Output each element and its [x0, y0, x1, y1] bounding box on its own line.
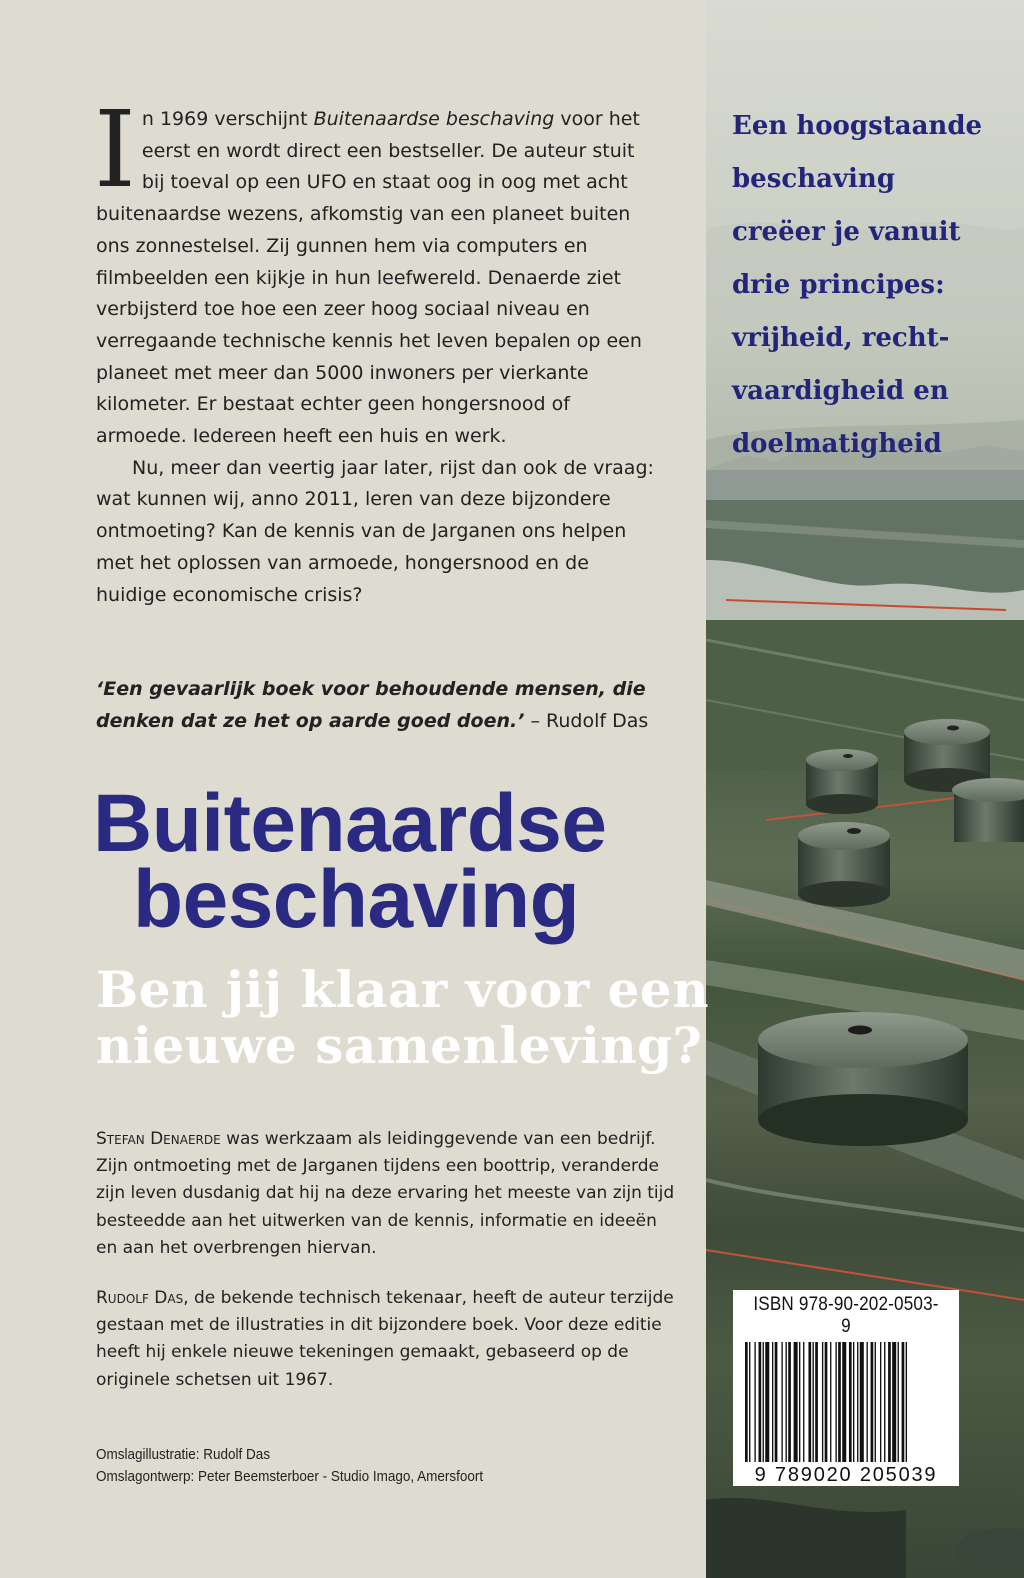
- barcode-bar: [803, 1342, 804, 1462]
- credit-design: Omslagontwerp: Peter Beemsterboer - Studio Imago, Amersfoort: [96, 1468, 484, 1485]
- barcode-bar: [822, 1342, 823, 1462]
- author-bio-text: was werkzaam als leidinggevende van een bedrijf. Zijn ontmoeting met de Jarganen tijdens een boottrip, veranderde zijn leven dusdanig dat hij na deze ervaring het meeste van zijn tijd besteedde aan het uitwerken van de kennis, informatie en ideeën en aan het overbrengen hiervan.: [96, 1129, 675, 1258]
- tagline-line: vaardigheid en: [732, 376, 949, 406]
- barcode-bar: [857, 1342, 858, 1462]
- barcode-bar: [842, 1342, 846, 1462]
- barcode-bar: [880, 1342, 881, 1462]
- review-quote: [96, 673, 676, 737]
- barcode-bar: [808, 1342, 811, 1462]
- barcode-bar: [898, 1342, 899, 1462]
- tagline-line: vrijheid, recht-: [732, 323, 950, 353]
- blurb-book-title: Buitenaardse beschaving: [313, 108, 555, 130]
- barcode-bar: [875, 1342, 876, 1462]
- blurb-p1-rest: voor het eerst en wordt direct een bestseller. De auteur stuit bij toeval op een UFO en staat oog in oog met acht buitenaardse wezens, afkomstig van een planeet buiten ons zonnestelsel. Zij gunnen hem via computers en filmbeelden een kijkje in hun leefwereld. Denaerde ziet verbijsterd toe hoe een zeer hoog sociaal niveau en verregaande technische kennis het leven bepalen op een planeet met meer dan 5000 inwoners per vierkante kilometer. Er bestaat echter geen hongersnood of armoede. Iedereen heeft een huis en werk.: [96, 108, 642, 448]
- barcode-bar: [775, 1342, 778, 1462]
- isbn-number: ISBN 978-90-202-0503-9: [753, 1294, 939, 1337]
- barcode-bar: [835, 1342, 836, 1462]
- barcode-bar: [754, 1342, 755, 1462]
- quote-attribution: – Rudolf Das: [524, 710, 649, 732]
- barcode-bar: [765, 1342, 769, 1462]
- barcode-bar: [815, 1342, 818, 1462]
- book-title: [93, 778, 607, 945]
- barcode-bar: [763, 1342, 764, 1462]
- author-bio: [96, 1126, 676, 1262]
- drop-cap: I: [94, 88, 136, 211]
- barcode-bar: [860, 1342, 864, 1462]
- barcode-bar: [838, 1342, 841, 1462]
- illustrator-bio-text: , de bekende technisch tekenaar, heeft de auteur terzijde gestaan met de illustraties in dit bijzondere boek. Voor deze editie heeft hij enkele nieuwe tekeningen gemaakt, gebaseerd op de originele schetsen uit 1967.: [96, 1288, 674, 1390]
- barcode-bar: [788, 1342, 791, 1462]
- blurb-p1-start: n 1969 verschijnt: [141, 108, 314, 130]
- book-title-line-2: beschaving: [133, 854, 580, 945]
- barcode-bar: [745, 1342, 748, 1462]
- blurb-paragraph-1: [94, 88, 662, 453]
- book-subtitle: [96, 962, 709, 1074]
- author-name: Stefan Denaerde: [96, 1129, 221, 1149]
- barcode-bar: [830, 1342, 831, 1462]
- barcode-bar: [902, 1342, 905, 1462]
- isbn-barcode: [733, 1290, 959, 1486]
- barcode-bar: [813, 1342, 814, 1462]
- barcode-bar: [749, 1342, 750, 1462]
- barcode-bar: [888, 1342, 891, 1462]
- cover-credits: [96, 1444, 483, 1488]
- book-subtitle-line-2: nieuwe samenleving?: [96, 1016, 703, 1075]
- book-title-line-1: Buitenaardse: [93, 778, 607, 869]
- barcode-bar: [825, 1342, 828, 1462]
- barcode-bar: [853, 1342, 854, 1462]
- ean-digits: 9 789020 205039: [754, 1464, 938, 1486]
- credit-illustration: Omslagillustratie: Rudolf Das: [96, 1446, 271, 1463]
- barcode-bar: [799, 1342, 800, 1462]
- barcode-bar: [884, 1342, 885, 1462]
- tagline-line: drie principes:: [732, 270, 945, 300]
- tagline-line: doelmatigheid: [732, 429, 942, 459]
- barcode-bar: [759, 1342, 762, 1462]
- barcode-bar: [772, 1342, 773, 1462]
- tagline-line: beschaving: [732, 164, 896, 194]
- barcode-bar: [871, 1342, 874, 1462]
- barcode-graphic: [743, 1342, 949, 1462]
- illustrator-name: Rudolf Das: [96, 1288, 184, 1308]
- barcode-bar: [849, 1342, 852, 1462]
- back-cover-blurb: [94, 88, 662, 611]
- tagline-line: Een hoogstaande: [732, 111, 983, 141]
- book-subtitle-line-1: Ben jij klaar voor een: [96, 960, 710, 1019]
- barcode-bar: [867, 1342, 868, 1462]
- tagline: [732, 100, 1012, 471]
- quote-text: ‘Een gevaarlijk boek voor behoudende mensen, die denken dat ze het op aarde goed doen.’: [96, 678, 646, 732]
- illustrator-bio: [96, 1285, 676, 1394]
- barcode-bar: [786, 1342, 787, 1462]
- tagline-line: creëer je vanuit: [732, 217, 961, 247]
- barcode-bar: [906, 1342, 907, 1462]
- barcode-bar: [781, 1342, 782, 1462]
- blurb-paragraph-2: Nu, meer dan veertig jaar later, rijst dan ook de vraag: wat kunnen wij, anno 2011, leren van deze bijzondere ontmoeting? Kan de kennis van de Jarganen ons helpen met het oplossen van armoede, hongersnood en de huidige economische crisis?: [96, 456, 654, 606]
- barcode-bar: [892, 1342, 896, 1462]
- barcode-bar: [794, 1342, 798, 1462]
